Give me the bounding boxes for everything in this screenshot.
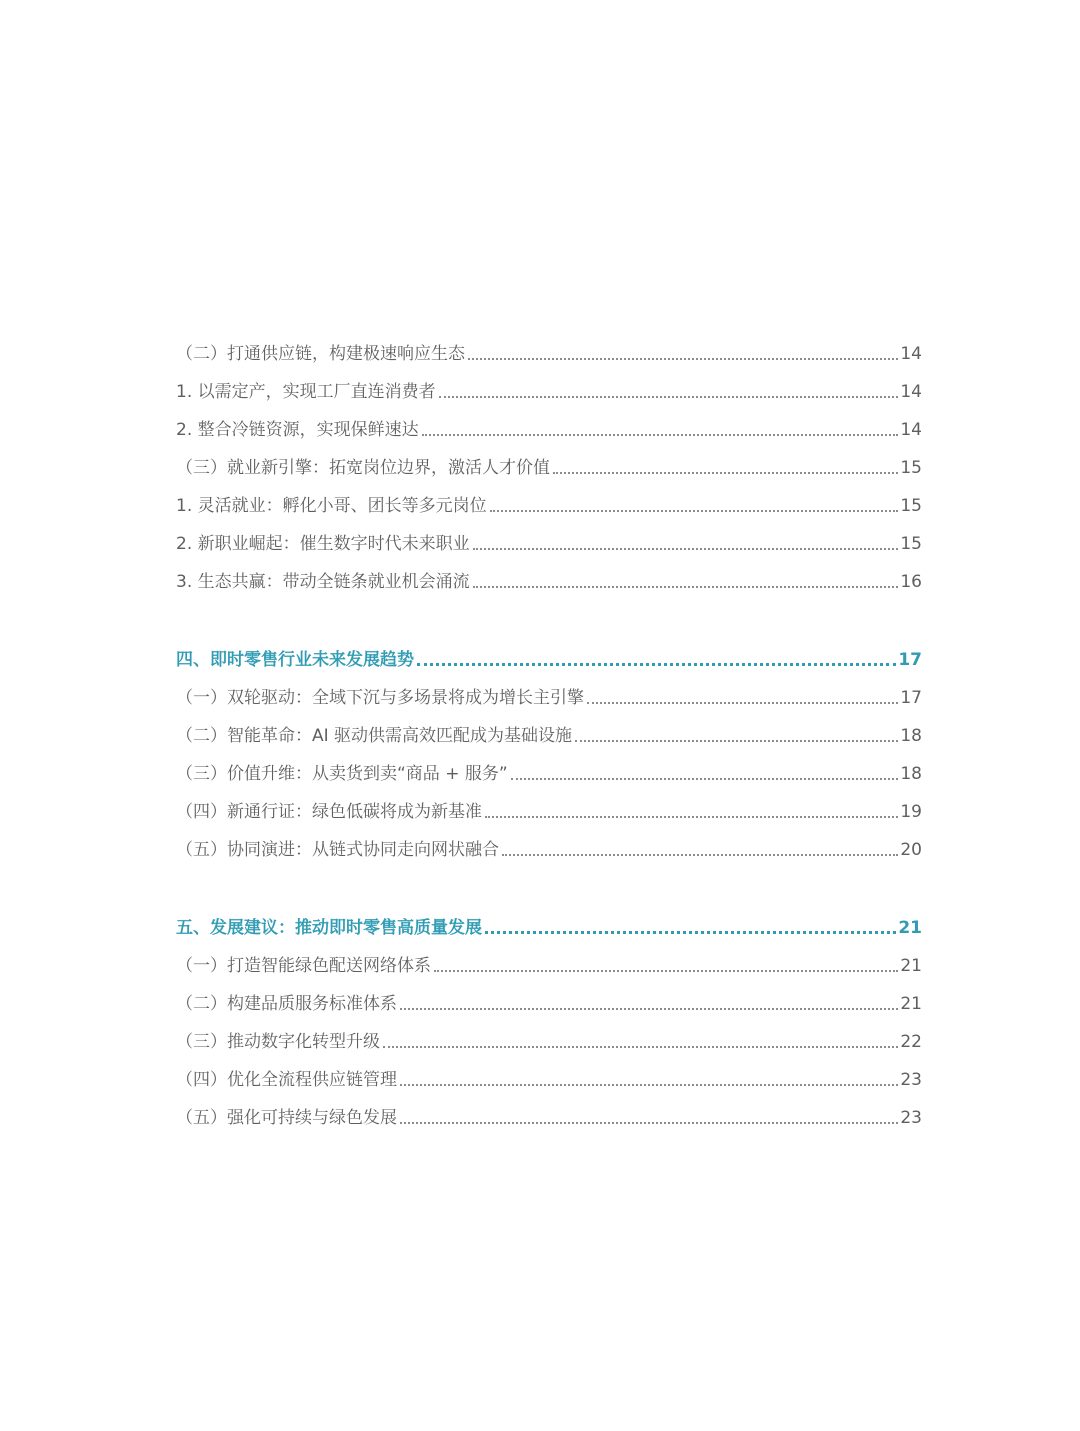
toc-entry-page: 22 [900,1032,922,1052]
dot-leader [400,1084,898,1086]
toc-group [176,638,922,869]
dot-leader [473,548,899,550]
toc-entry-page: 23 [900,1070,922,1090]
dot-leader [490,510,899,512]
toc-entry[interactable] [176,525,922,563]
toc-section-heading[interactable] [176,638,922,679]
dot-leader [439,396,899,398]
dot-leader [434,970,898,972]
dot-leader [485,931,896,934]
toc-group [176,906,922,1137]
dot-leader [422,434,899,436]
toc-heading-page: 21 [898,918,922,938]
toc-entry[interactable] [176,411,922,449]
toc-entry[interactable] [176,335,922,373]
toc-entry-title: （三）价值升维：从卖货到卖“商品 + 服务” [176,764,508,784]
toc-entry-title: 1. 灵活就业：孵化小哥、团长等多元岗位 [176,496,487,516]
toc-heading-page: 17 [898,650,922,670]
dot-leader [511,778,899,780]
table-of-contents [176,335,922,1137]
toc-entry[interactable] [176,679,922,717]
toc-entry[interactable] [176,755,922,793]
toc-entry-page: 17 [900,688,922,708]
toc-entry-title: （四）优化全流程供应链管理 [176,1070,397,1090]
toc-entry[interactable] [176,1061,922,1099]
dot-leader [417,663,896,666]
toc-entry-title: （五）协同演进：从链式协同走向网状融合 [176,840,499,860]
toc-entry-page: 23 [900,1108,922,1128]
toc-entry-page: 14 [900,420,922,440]
dot-leader [575,740,898,742]
toc-entry-title: （二）智能革命：AI 驱动供需高效匹配成为基础设施 [176,726,573,746]
toc-entry-page: 18 [900,726,922,746]
toc-group [176,335,922,601]
toc-entry[interactable] [176,449,922,487]
toc-entry-title: （三）推动数字化转型升级 [176,1032,380,1052]
toc-entry-page: 16 [900,572,922,592]
toc-entry-title: （一）双轮驱动：全域下沉与多场景将成为增长主引擎 [176,688,584,708]
toc-entry-title: 3. 生态共赢：带动全链条就业机会涌流 [176,572,470,592]
dot-leader [468,358,898,360]
toc-entry[interactable] [176,1023,922,1061]
toc-entry-page: 21 [900,956,922,976]
dot-leader [473,586,899,588]
toc-entry-page: 15 [900,496,922,516]
toc-entry-page: 19 [900,802,922,822]
toc-entry-title: （一）打造智能绿色配送网络体系 [176,956,431,976]
dot-leader [400,1008,898,1010]
toc-entry-page: 14 [900,382,922,402]
toc-entry[interactable] [176,487,922,525]
toc-entry-title: 2. 整合冷链资源，实现保鲜速达 [176,420,419,440]
toc-entry-title: （五）强化可持续与绿色发展 [176,1108,397,1128]
dot-leader [587,702,898,704]
toc-entry-page: 15 [900,534,922,554]
dot-leader [383,1046,898,1048]
dot-leader [485,816,898,818]
toc-entry-page: 20 [900,840,922,860]
toc-entry[interactable] [176,563,922,601]
toc-entry[interactable] [176,793,922,831]
toc-entry[interactable] [176,717,922,755]
dot-leader [502,854,898,856]
toc-entry-title: （二）构建品质服务标准体系 [176,994,397,1014]
toc-heading-title: 五、发展建议：推动即时零售高质量发展 [176,918,482,938]
toc-entry[interactable] [176,373,922,411]
dot-leader [400,1122,898,1124]
toc-heading-title: 四、即时零售行业未来发展趋势 [176,650,414,670]
toc-entry-page: 15 [900,458,922,478]
toc-entry-page: 18 [900,764,922,784]
toc-section-heading[interactable] [176,906,922,947]
toc-entry-title: （三）就业新引擎：拓宽岗位边界，激活人才价值 [176,458,550,478]
toc-entry[interactable] [176,947,922,985]
toc-entry[interactable] [176,1099,922,1137]
dot-leader [553,472,898,474]
toc-entry-title: （二）打通供应链，构建极速响应生态 [176,344,465,364]
toc-entry[interactable] [176,831,922,869]
toc-entry-page: 21 [900,994,922,1014]
toc-entry-title: （四）新通行证：绿色低碳将成为新基准 [176,802,482,822]
toc-entry-title: 1. 以需定产，实现工厂直连消费者 [176,382,436,402]
toc-entry-title: 2. 新职业崛起：催生数字时代未来职业 [176,534,470,554]
toc-entry[interactable] [176,985,922,1023]
toc-entry-page: 14 [900,344,922,364]
